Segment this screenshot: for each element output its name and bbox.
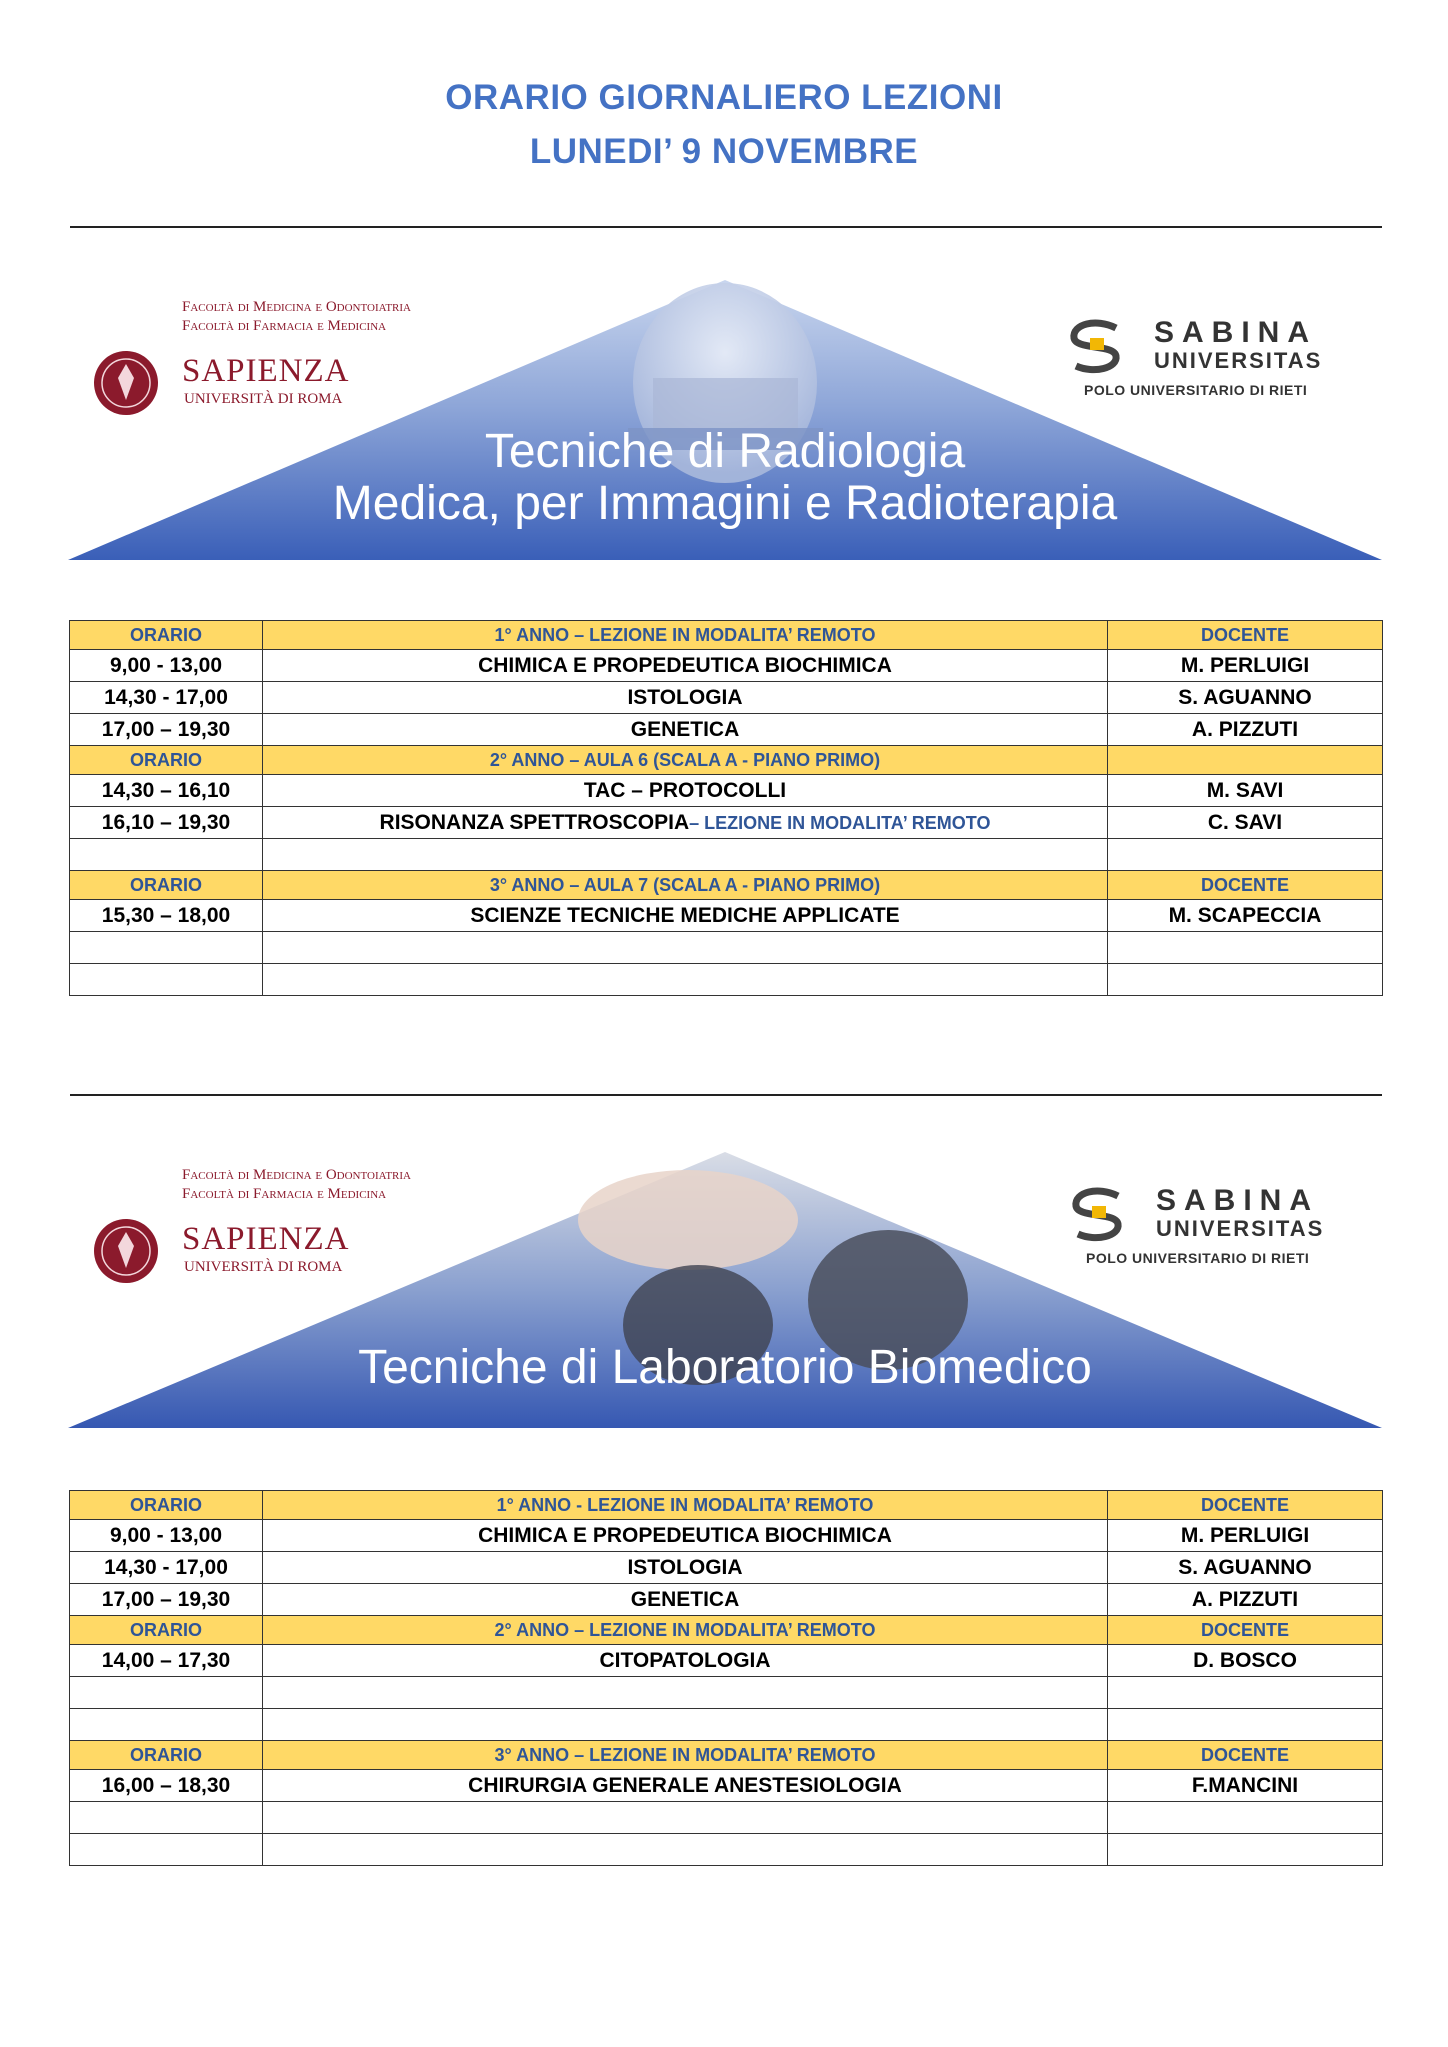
cell-subject — [263, 807, 1108, 839]
cell-time — [70, 932, 263, 964]
cell-time: 17,00 – 19,30 — [70, 714, 263, 746]
cell-teacher: S. AGUANNO — [1108, 1552, 1383, 1584]
sapienza-subtitle: UNIVERSITÀ DI ROMA — [184, 1259, 343, 1275]
table-row — [70, 682, 1383, 714]
table-row — [70, 1802, 1383, 1834]
table-row — [70, 1645, 1383, 1677]
subject-text: CITOPATOLOGIA — [599, 1648, 771, 1672]
sabina-s-book-logo-icon — [1068, 1184, 1128, 1244]
cell-teacher: M. SCAPECCIA — [1108, 900, 1383, 932]
sapienza-logo-text: SAPIENZA — [182, 353, 350, 389]
faculty-text — [182, 1166, 411, 1204]
table-row — [70, 839, 1383, 871]
faculty-line-2: Facoltà di Farmacia e Medicina — [182, 318, 387, 334]
course-title — [68, 426, 1382, 530]
header-docente: DOCENTE — [1108, 1616, 1383, 1645]
cell-subject — [263, 714, 1108, 746]
header-anno: 2° ANNO – LEZIONE IN MODALITA’ REMOTO — [263, 1616, 1108, 1645]
course-title-line-1: Tecniche di Laboratorio Biomedico — [358, 1341, 1092, 1394]
cell-teacher — [1108, 964, 1383, 996]
subject-text: ISTOLOGIA — [627, 1555, 743, 1579]
table-row — [70, 964, 1383, 996]
subject-text: ISTOLOGIA — [627, 685, 743, 709]
cell-time: 14,00 – 17,30 — [70, 1645, 263, 1677]
table-row — [70, 1584, 1383, 1616]
course-title-line-1: Tecniche di Radiologia — [484, 425, 966, 478]
cell-teacher: F.MANCINI — [1108, 1770, 1383, 1802]
header-anno: 2° ANNO – AULA 6 (SCALA A - PIANO PRIMO) — [263, 746, 1108, 775]
banner-laboratorio — [68, 1150, 1382, 1430]
cell-time: 17,00 – 19,30 — [70, 1584, 263, 1616]
header-docente — [1108, 746, 1383, 775]
cell-time — [70, 1802, 263, 1834]
schedule-table-radiologia — [69, 620, 1383, 996]
table-row — [70, 1834, 1383, 1866]
header-anno: 3° ANNO – LEZIONE IN MODALITA’ REMOTO — [263, 1741, 1108, 1770]
polo-text: POLO UNIVERSITARIO DI RIETI — [1086, 1250, 1310, 1266]
sapienza-subtitle: UNIVERSITÀ DI ROMA — [184, 391, 343, 407]
cell-subject — [263, 1552, 1108, 1584]
table-row — [70, 775, 1383, 807]
cell-teacher — [1108, 1834, 1383, 1866]
subject-text: GENETICA — [630, 717, 740, 741]
table-row — [70, 1709, 1383, 1741]
cell-teacher: M. PERLUIGI — [1108, 650, 1383, 682]
cell-subject — [263, 682, 1108, 714]
sabina-s-book-logo-icon — [1066, 316, 1126, 376]
cell-time: 14,30 - 17,00 — [70, 682, 263, 714]
cell-subject — [263, 1709, 1108, 1741]
section-header-row — [70, 746, 1383, 775]
header-anno: 1° ANNO – LEZIONE IN MODALITA’ REMOTO — [263, 621, 1108, 650]
cell-time: 14,30 – 16,10 — [70, 775, 263, 807]
subject-text: CHIMICA E PROPEDEUTICA BIOCHIMICA — [478, 653, 892, 677]
header-orario: ORARIO — [70, 1616, 263, 1645]
section-header-row — [70, 621, 1383, 650]
cell-time — [70, 964, 263, 996]
schedule-table-laboratorio — [69, 1490, 1383, 1866]
cell-subject — [263, 932, 1108, 964]
header-orario: ORARIO — [70, 871, 263, 900]
subject-text: SCIENZE TECNICHE MEDICHE APPLICATE — [470, 903, 900, 927]
cell-subject — [263, 1677, 1108, 1709]
header-orario: ORARIO — [70, 1491, 263, 1520]
cell-subject — [263, 775, 1108, 807]
table-row — [70, 714, 1383, 746]
header-orario: ORARIO — [70, 621, 263, 650]
subject-note: – LEZIONE IN MODALITA’ REMOTO — [689, 812, 991, 833]
cell-subject — [263, 1645, 1108, 1677]
header-anno: 1° ANNO - LEZIONE IN MODALITA’ REMOTO — [263, 1491, 1108, 1520]
header-orario: ORARIO — [70, 1741, 263, 1770]
cell-teacher: D. BOSCO — [1108, 1645, 1383, 1677]
table-row — [70, 1770, 1383, 1802]
university-seal-icon — [94, 1219, 158, 1283]
subject-text: RISONANZA SPETTROSCOPIA — [379, 810, 690, 834]
cell-teacher: A. PIZZUTI — [1108, 714, 1383, 746]
subject-text: TAC – PROTOCOLLI — [583, 778, 787, 802]
table-row — [70, 900, 1383, 932]
cell-time: 14,30 - 17,00 — [70, 1552, 263, 1584]
cell-subject — [263, 1584, 1108, 1616]
header-docente: DOCENTE — [1108, 871, 1383, 900]
sabina-text: SABINA — [1156, 1184, 1320, 1217]
cell-time — [70, 839, 263, 871]
sapienza-logo-text: SAPIENZA — [182, 1221, 350, 1257]
universitas-text: UNIVERSITAS — [1156, 1216, 1325, 1241]
universitas-text: UNIVERSITAS — [1154, 348, 1323, 373]
cell-subject — [263, 900, 1108, 932]
cell-time — [70, 1834, 263, 1866]
banner-radiologia — [68, 278, 1382, 562]
table-row — [70, 1520, 1383, 1552]
cell-subject — [263, 1520, 1108, 1552]
header-docente: DOCENTE — [1108, 1741, 1383, 1770]
course-title — [68, 1340, 1382, 1395]
section-header-row — [70, 1616, 1383, 1645]
cell-time: 16,10 – 19,30 — [70, 807, 263, 839]
cell-teacher — [1108, 1802, 1383, 1834]
cell-teacher — [1108, 1709, 1383, 1741]
table-row — [70, 1677, 1383, 1709]
table-row — [70, 1552, 1383, 1584]
cell-subject — [263, 1770, 1108, 1802]
cell-subject — [263, 1834, 1108, 1866]
cell-subject — [263, 1802, 1108, 1834]
divider-middle — [70, 1094, 1382, 1096]
table-row — [70, 650, 1383, 682]
faculty-line-1: Facoltà di Medicina e Odontoiatria — [182, 299, 411, 315]
cell-teacher: A. PIZZUTI — [1108, 1584, 1383, 1616]
cell-teacher — [1108, 839, 1383, 871]
cell-subject — [263, 839, 1108, 871]
faculty-text — [182, 298, 411, 336]
header-orario: ORARIO — [70, 746, 263, 775]
section-header-row — [70, 871, 1383, 900]
cell-teacher: M. PERLUIGI — [1108, 1520, 1383, 1552]
cell-teacher — [1108, 1677, 1383, 1709]
section-header-row — [70, 1491, 1383, 1520]
university-seal-icon — [94, 351, 158, 415]
cell-time — [70, 1677, 263, 1709]
cell-teacher — [1108, 932, 1383, 964]
header-anno: 3° ANNO – AULA 7 (SCALA A - PIANO PRIMO) — [263, 871, 1108, 900]
faculty-line-2: Facoltà di Farmacia e Medicina — [182, 1186, 387, 1202]
faculty-line-1: Facoltà di Medicina e Odontoiatria — [182, 1167, 411, 1183]
subject-text: CHIMICA E PROPEDEUTICA BIOCHIMICA — [478, 1523, 892, 1547]
cell-teacher: M. SAVI — [1108, 775, 1383, 807]
header-docente: DOCENTE — [1108, 621, 1383, 650]
sabina-text: SABINA — [1154, 316, 1318, 349]
section-header-row — [70, 1741, 1383, 1770]
cell-time — [70, 1709, 263, 1741]
page-subtitle-date: LUNEDI’ 9 NOVEMBRE — [529, 132, 919, 171]
cell-subject — [263, 964, 1108, 996]
table-row — [70, 932, 1383, 964]
cell-time: 9,00 - 13,00 — [70, 1520, 263, 1552]
subject-text: CHIRURGIA GENERALE ANESTESIOLOGIA — [468, 1773, 902, 1797]
page-title: ORARIO GIORNALIERO LEZIONI — [445, 78, 1003, 117]
subject-text: GENETICA — [630, 1587, 740, 1611]
cell-time: 15,30 – 18,00 — [70, 900, 263, 932]
cell-teacher: C. SAVI — [1108, 807, 1383, 839]
course-title-line-2: Medica, per Immagini e Radioterapia — [332, 477, 1118, 530]
cell-time: 16,00 – 18,30 — [70, 1770, 263, 1802]
cell-time: 9,00 - 13,00 — [70, 650, 263, 682]
cell-subject — [263, 650, 1108, 682]
cell-teacher: S. AGUANNO — [1108, 682, 1383, 714]
divider-top — [70, 226, 1382, 228]
header-docente: DOCENTE — [1108, 1491, 1383, 1520]
polo-text: POLO UNIVERSITARIO DI RIETI — [1084, 382, 1308, 398]
table-row — [70, 807, 1383, 839]
